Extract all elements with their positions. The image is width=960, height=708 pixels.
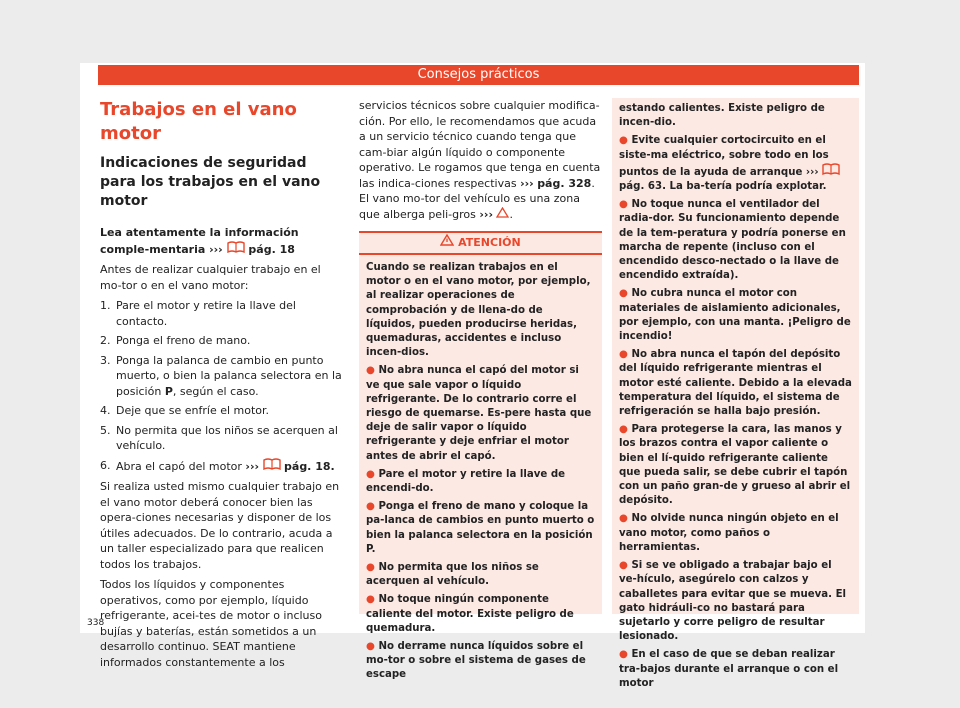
page-ref-link[interactable]: pág. 328 xyxy=(537,176,592,190)
warning-item: ● Ponga el freno de mano y coloque la pa-lanca de cambios en punto muerto o bien la palanca selectora en la posición P. xyxy=(366,501,595,555)
page-ref-link[interactable]: pág. 18 xyxy=(248,242,295,256)
list-item: 5. No permita que los niños se acerquen al vehículo. xyxy=(100,423,338,452)
warning-triangle-icon xyxy=(496,207,509,218)
warning-intro: Cuando se realizan trabajos en el motor o en el vano motor, por ejemplo, al realizar operaciones de comprobación y de llena-do de líquidos, pueden producirse heridas, quemaduras, accidentes e incluso incen-dios. xyxy=(366,262,591,359)
section-subtitle: Indicaciones de seguridad para los trabajos en el vano motor xyxy=(100,155,321,209)
warning-item: ● No toque nunca el ventilador del radia-dor. Su funcionamiento depende de la tem-peratura y podría ponerse en marcha de repente (incluso con el encendido desco-nectado o la llave de encendido extraída). xyxy=(619,199,846,282)
warning-item: ● No permita que los niños se acerquen al vehículo. xyxy=(366,562,539,588)
warning-item: ● No derrame nunca líquidos sobre el mo-tor o sobre el sistema de gases de escape xyxy=(366,641,586,681)
column-1 xyxy=(100,98,342,675)
column-2 xyxy=(359,98,602,227)
warning-item: ● Pare el motor y retire la llave de encendi-do. xyxy=(366,468,566,495)
warning-triangle-icon xyxy=(440,234,454,246)
warning-item: ● No cubra nunca el motor con materiales de aislamiento adicionales, por ejemplo, con una manta. ¡Peligro de incendio! xyxy=(619,288,851,343)
list-item: 6. Abra el capó del motor ››› pág. 18. xyxy=(100,458,335,473)
list-item: 2. Ponga el freno de mano. xyxy=(100,334,251,347)
list-item: 1. Pare el motor y retire la llave del contacto. xyxy=(100,299,296,328)
paragraph: servicios técnicos sobre cualquier modifica-ción. Por ello, le recomendamos que acuda a un servicio técnico cuando tenga que cam-biar algún líquido o componente operativo. Le rogamos que tenga en cuenta las indica-ciones respectivas ››› pág. 328. El vano mo-tor del vehículo es una zona que alberga peli-gros ››› . xyxy=(359,99,601,221)
list-item: 4. Deje que se enfríe el motor. xyxy=(100,404,270,417)
chapter-title: Trabajos en el vano motor xyxy=(100,99,297,144)
page-ref-link[interactable]: pág. 63 xyxy=(619,181,663,193)
book-icon xyxy=(822,163,840,175)
warning-item: ● No olvide nunca ningún objeto en el vano motor, como paños o herramientas. xyxy=(619,513,839,553)
paragraph: Todos los líquidos y componentes operativos, como por ejemplo, líquido refrigerante, acei-tes de motor o incluso bujías y baterías, están sometidos a un desarrollo continuo. SEAT mantiene informados constantemente a los xyxy=(100,578,322,669)
warning-item: ● Evite cualquier cortocircuito en el siste-ma eléctrico, sobre todo en los puntos de la ayuda de arranque ››› pág. 63. La ba-tería podría explotar. xyxy=(619,134,852,194)
paragraph: Si realiza usted mismo cualquier trabajo en el vano motor deberá conocer bien las opera-ciones necesarias y disponer de los útiles adecuados. De lo contrario, acuda a un taller especializado para que realicen todos los trabajos. xyxy=(100,480,340,571)
warning-item: ● No abra nunca el capó del motor si ve que sale vapor o líquido refrigerante. De lo contrario corre el riesgo de quemarse. Es-pere hasta que deje de salir vapor o líquido refrigerante y deje enfriar el motor antes de abrir el capó. xyxy=(366,365,592,462)
warning-header: ATENCIÓN xyxy=(359,233,602,255)
list-item: 3. Ponga la palanca de cambio en punto muerto, o bien la palanca selectora en la posición P, según el caso. xyxy=(100,353,342,398)
paragraph: Antes de realizar cualquier trabajo en el mo-tor o en el vano motor: xyxy=(100,263,321,292)
warning-item: estando calientes. Existe peligro de incen-dio. xyxy=(619,103,825,129)
warning-item: ● No toque ningún componente caliente del motor. Existe peligro de quemadura. xyxy=(366,594,574,634)
arrows: ››› xyxy=(209,242,223,256)
book-icon xyxy=(227,241,245,253)
warning-box-continued xyxy=(612,98,859,689)
warning-box xyxy=(359,231,602,681)
warning-item: ● No abra nunca el tapón del depósito del líquido refrigerante mientras el motor esté caliente. Debido a la elevada temperatura del líquido, el sistema de refrigeración se halla bajo presión. xyxy=(619,349,852,418)
section-header: Consejos prácticos xyxy=(98,65,859,85)
page-number: 338 xyxy=(87,618,105,628)
warning-body xyxy=(359,255,602,683)
warning-item: ● Si se ve obligado a trabajar bajo el ve-hículo, asegúrelo con calzos y caballetes para evitar que se mueva. El gato hidráuli-co no bastará para sujetarlo y corre peligro de resultar lesionado. xyxy=(619,560,847,643)
intro-paragraph: Lea atentamente la información comple-mentaria ››› pág. 18 xyxy=(100,226,299,256)
page-ref-link[interactable]: pág. 18. xyxy=(284,459,335,473)
warning-item: ● En el caso de que se deban realizar tra-bajos durante el arranque o con el motor xyxy=(619,649,839,689)
book-icon xyxy=(263,458,281,470)
warning-item: ● Para protegerse la cara, las manos y los brazos contra el vapor caliente o bien el lí-quido refrigerante caliente que pueda salir, se debe cubrir el tapón con un paño gran-de y grueso al abrir el depósito. xyxy=(619,424,851,507)
steps-list xyxy=(100,298,342,474)
